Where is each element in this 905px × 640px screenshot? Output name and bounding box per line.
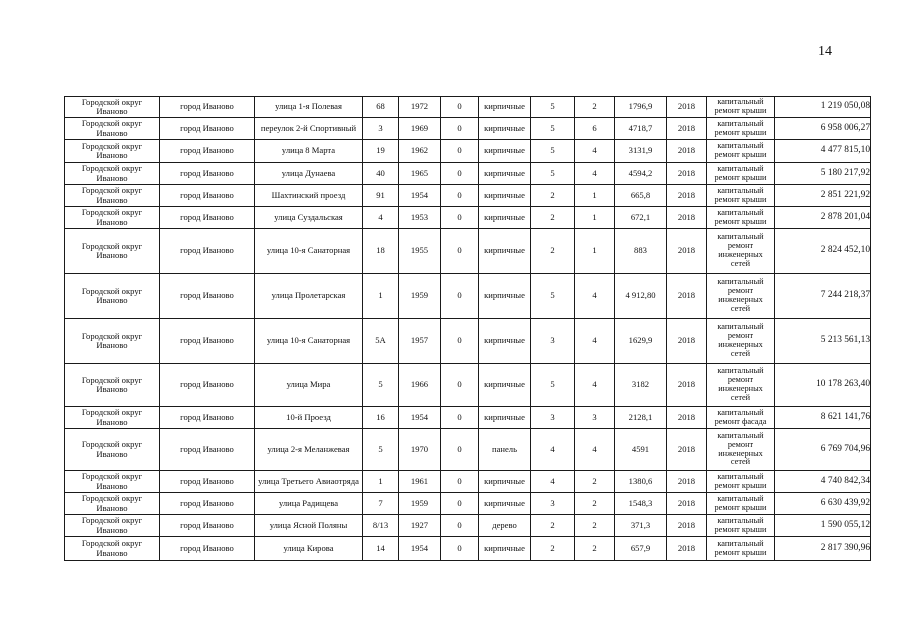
city-cell: город Иваново bbox=[160, 140, 255, 163]
flag-cell: 0 bbox=[441, 407, 479, 429]
street-cell: улица Дунаева bbox=[255, 163, 363, 185]
entrances-cell: 6 bbox=[575, 118, 615, 140]
build-year-cell: 1959 bbox=[399, 493, 441, 515]
build-year-cell: 1959 bbox=[399, 274, 441, 319]
city-cell: город Иваново bbox=[160, 471, 255, 493]
district-cell: Городской округ Иваново bbox=[65, 229, 160, 274]
cost-cell: 5 180 217,92 bbox=[775, 163, 871, 185]
street-cell: улица Суздальская bbox=[255, 207, 363, 229]
build-year-cell: 1953 bbox=[399, 207, 441, 229]
floors-cell: 5 bbox=[531, 140, 575, 163]
area-cell: 1548,3 bbox=[615, 493, 667, 515]
build-year-cell: 1961 bbox=[399, 471, 441, 493]
wall-material-cell: кирпичные bbox=[479, 319, 531, 364]
city-cell: город Иваново bbox=[160, 207, 255, 229]
plan-year-cell: 2018 bbox=[667, 118, 707, 140]
district-cell: Городской округ Иваново bbox=[65, 407, 160, 429]
entrances-cell: 4 bbox=[575, 364, 615, 407]
flag-cell: 0 bbox=[441, 493, 479, 515]
wall-material-cell: кирпичные bbox=[479, 140, 531, 163]
plan-year-cell: 2018 bbox=[667, 207, 707, 229]
wall-material-cell: кирпичные bbox=[479, 407, 531, 429]
wall-material-cell: кирпичные bbox=[479, 163, 531, 185]
city-cell: город Иваново bbox=[160, 319, 255, 364]
wall-material-cell: кирпичные bbox=[479, 229, 531, 274]
entrances-cell: 2 bbox=[575, 537, 615, 561]
work-type-cell: капитальный ремонт крыши bbox=[707, 140, 775, 163]
city-cell: город Иваново bbox=[160, 364, 255, 407]
district-cell: Городской округ Иваново bbox=[65, 97, 160, 118]
plan-year-cell: 2018 bbox=[667, 97, 707, 118]
work-type-cell: капитальный ремонт инженерных сетей bbox=[707, 229, 775, 274]
wall-material-cell: панель bbox=[479, 429, 531, 471]
flag-cell: 0 bbox=[441, 140, 479, 163]
entrances-cell: 4 bbox=[575, 140, 615, 163]
flag-cell: 0 bbox=[441, 163, 479, 185]
table-row bbox=[65, 319, 871, 364]
house-number-cell: 5А bbox=[363, 319, 399, 364]
house-number-cell: 19 bbox=[363, 140, 399, 163]
district-cell: Городской округ Иваново bbox=[65, 207, 160, 229]
work-type-cell: капитальный ремонт фасада bbox=[707, 407, 775, 429]
plan-year-cell: 2018 bbox=[667, 471, 707, 493]
entrances-cell: 1 bbox=[575, 207, 615, 229]
table-row bbox=[65, 364, 871, 407]
work-type-cell: капитальный ремонт крыши bbox=[707, 207, 775, 229]
wall-material-cell: кирпичные bbox=[479, 364, 531, 407]
area-cell: 4594,2 bbox=[615, 163, 667, 185]
area-cell: 1380,6 bbox=[615, 471, 667, 493]
district-cell: Городской округ Иваново bbox=[65, 429, 160, 471]
street-cell: переулок 2-й Спортивный bbox=[255, 118, 363, 140]
cost-cell: 6 630 439,92 bbox=[775, 493, 871, 515]
work-type-cell: капитальный ремонт инженерных сетей bbox=[707, 274, 775, 319]
entrances-cell: 1 bbox=[575, 229, 615, 274]
plan-year-cell: 2018 bbox=[667, 429, 707, 471]
cost-cell: 2 824 452,10 bbox=[775, 229, 871, 274]
table-row bbox=[65, 407, 871, 429]
street-cell: улица Радищева bbox=[255, 493, 363, 515]
floors-cell: 5 bbox=[531, 163, 575, 185]
plan-year-cell: 2018 bbox=[667, 364, 707, 407]
table-row bbox=[65, 471, 871, 493]
street-cell: 10-й Проезд bbox=[255, 407, 363, 429]
build-year-cell: 1969 bbox=[399, 118, 441, 140]
area-cell: 1796,9 bbox=[615, 97, 667, 118]
floors-cell: 5 bbox=[531, 364, 575, 407]
build-year-cell: 1954 bbox=[399, 185, 441, 207]
house-number-cell: 14 bbox=[363, 537, 399, 561]
table-row bbox=[65, 118, 871, 140]
cost-cell: 4 740 842,34 bbox=[775, 471, 871, 493]
cost-cell: 2 817 390,96 bbox=[775, 537, 871, 561]
cost-cell: 6 958 006,27 bbox=[775, 118, 871, 140]
entrances-cell: 4 bbox=[575, 429, 615, 471]
entrances-cell: 2 bbox=[575, 493, 615, 515]
work-type-cell: капитальный ремонт крыши bbox=[707, 97, 775, 118]
floors-cell: 5 bbox=[531, 118, 575, 140]
street-cell: улица 1-я Полевая bbox=[255, 97, 363, 118]
city-cell: город Иваново bbox=[160, 118, 255, 140]
city-cell: город Иваново bbox=[160, 163, 255, 185]
cost-cell: 8 621 141,76 bbox=[775, 407, 871, 429]
house-number-cell: 7 bbox=[363, 493, 399, 515]
area-cell: 4 912,80 bbox=[615, 274, 667, 319]
work-type-cell: капитальный ремонт инженерных сетей bbox=[707, 319, 775, 364]
floors-cell: 3 bbox=[531, 493, 575, 515]
city-cell: город Иваново bbox=[160, 274, 255, 319]
build-year-cell: 1954 bbox=[399, 537, 441, 561]
work-type-cell: капитальный ремонт крыши bbox=[707, 537, 775, 561]
entrances-cell: 4 bbox=[575, 274, 615, 319]
table-row bbox=[65, 163, 871, 185]
city-cell: город Иваново bbox=[160, 515, 255, 537]
page-number: 14 bbox=[818, 44, 832, 59]
flag-cell: 0 bbox=[441, 118, 479, 140]
area-cell: 672,1 bbox=[615, 207, 667, 229]
city-cell: город Иваново bbox=[160, 407, 255, 429]
work-type-cell: капитальный ремонт крыши bbox=[707, 185, 775, 207]
district-cell: Городской округ Иваново bbox=[65, 118, 160, 140]
entrances-cell: 2 bbox=[575, 97, 615, 118]
flag-cell: 0 bbox=[441, 471, 479, 493]
work-type-cell: капитальный ремонт крыши bbox=[707, 163, 775, 185]
district-cell: Городской округ Иваново bbox=[65, 185, 160, 207]
build-year-cell: 1927 bbox=[399, 515, 441, 537]
house-number-cell: 91 bbox=[363, 185, 399, 207]
plan-year-cell: 2018 bbox=[667, 163, 707, 185]
cost-cell: 10 178 263,40 bbox=[775, 364, 871, 407]
wall-material-cell: кирпичные bbox=[479, 97, 531, 118]
floors-cell: 2 bbox=[531, 185, 575, 207]
table-row bbox=[65, 537, 871, 561]
street-cell: улица Кирова bbox=[255, 537, 363, 561]
street-cell: улица Пролетарская bbox=[255, 274, 363, 319]
flag-cell: 0 bbox=[441, 97, 479, 118]
flag-cell: 0 bbox=[441, 429, 479, 471]
city-cell: город Иваново bbox=[160, 229, 255, 274]
house-number-cell: 3 bbox=[363, 118, 399, 140]
build-year-cell: 1954 bbox=[399, 407, 441, 429]
area-cell: 3131,9 bbox=[615, 140, 667, 163]
table-row bbox=[65, 429, 871, 471]
table-row bbox=[65, 493, 871, 515]
cost-cell: 5 213 561,13 bbox=[775, 319, 871, 364]
entrances-cell: 4 bbox=[575, 163, 615, 185]
house-number-cell: 1 bbox=[363, 471, 399, 493]
city-cell: город Иваново bbox=[160, 97, 255, 118]
street-cell: улица Ясной Поляны bbox=[255, 515, 363, 537]
house-number-cell: 1 bbox=[363, 274, 399, 319]
district-cell: Городской округ Иваново bbox=[65, 537, 160, 561]
area-cell: 371,3 bbox=[615, 515, 667, 537]
work-type-cell: капитальный ремонт инженерных сетей bbox=[707, 429, 775, 471]
flag-cell: 0 bbox=[441, 185, 479, 207]
district-cell: Городской округ Иваново bbox=[65, 274, 160, 319]
street-cell: улица 8 Марта bbox=[255, 140, 363, 163]
floors-cell: 5 bbox=[531, 97, 575, 118]
table-row bbox=[65, 140, 871, 163]
build-year-cell: 1962 bbox=[399, 140, 441, 163]
area-cell: 4718,7 bbox=[615, 118, 667, 140]
entrances-cell: 3 bbox=[575, 407, 615, 429]
street-cell: улица Мира bbox=[255, 364, 363, 407]
district-cell: Городской округ Иваново bbox=[65, 364, 160, 407]
entrances-cell: 4 bbox=[575, 319, 615, 364]
build-year-cell: 1957 bbox=[399, 319, 441, 364]
cost-cell: 2 851 221,92 bbox=[775, 185, 871, 207]
area-cell: 2128,1 bbox=[615, 407, 667, 429]
plan-year-cell: 2018 bbox=[667, 185, 707, 207]
plan-year-cell: 2018 bbox=[667, 319, 707, 364]
district-cell: Городской округ Иваново bbox=[65, 515, 160, 537]
flag-cell: 0 bbox=[441, 319, 479, 364]
flag-cell: 0 bbox=[441, 274, 479, 319]
house-number-cell: 8/13 bbox=[363, 515, 399, 537]
plan-year-cell: 2018 bbox=[667, 515, 707, 537]
table-row bbox=[65, 185, 871, 207]
flag-cell: 0 bbox=[441, 537, 479, 561]
house-number-cell: 4 bbox=[363, 207, 399, 229]
floors-cell: 2 bbox=[531, 229, 575, 274]
district-cell: Городской округ Иваново bbox=[65, 140, 160, 163]
wall-material-cell: дерево bbox=[479, 515, 531, 537]
street-cell: улица 10-я Санаторная bbox=[255, 319, 363, 364]
build-year-cell: 1965 bbox=[399, 163, 441, 185]
floors-cell: 2 bbox=[531, 207, 575, 229]
cost-cell: 4 477 815,10 bbox=[775, 140, 871, 163]
table-row bbox=[65, 274, 871, 319]
street-cell: улица Третьего Авиаотряда bbox=[255, 471, 363, 493]
flag-cell: 0 bbox=[441, 229, 479, 274]
area-cell: 1629,9 bbox=[615, 319, 667, 364]
build-year-cell: 1955 bbox=[399, 229, 441, 274]
wall-material-cell: кирпичные bbox=[479, 185, 531, 207]
house-number-cell: 5 bbox=[363, 364, 399, 407]
table-row bbox=[65, 515, 871, 537]
house-number-cell: 16 bbox=[363, 407, 399, 429]
flag-cell: 0 bbox=[441, 364, 479, 407]
plan-year-cell: 2018 bbox=[667, 407, 707, 429]
house-number-cell: 18 bbox=[363, 229, 399, 274]
table-row bbox=[65, 207, 871, 229]
work-type-cell: капитальный ремонт крыши bbox=[707, 515, 775, 537]
district-cell: Городской округ Иваново bbox=[65, 471, 160, 493]
area-cell: 3182 bbox=[615, 364, 667, 407]
work-type-cell: капитальный ремонт крыши bbox=[707, 118, 775, 140]
plan-year-cell: 2018 bbox=[667, 274, 707, 319]
work-type-cell: капитальный ремонт крыши bbox=[707, 493, 775, 515]
work-type-cell: капитальный ремонт крыши bbox=[707, 471, 775, 493]
flag-cell: 0 bbox=[441, 207, 479, 229]
plan-year-cell: 2018 bbox=[667, 140, 707, 163]
plan-year-cell: 2018 bbox=[667, 493, 707, 515]
wall-material-cell: кирпичные bbox=[479, 493, 531, 515]
floors-cell: 3 bbox=[531, 319, 575, 364]
entrances-cell: 2 bbox=[575, 515, 615, 537]
table-body bbox=[65, 97, 871, 561]
city-cell: город Иваново bbox=[160, 493, 255, 515]
wall-material-cell: кирпичные bbox=[479, 274, 531, 319]
flag-cell: 0 bbox=[441, 515, 479, 537]
entrances-cell: 1 bbox=[575, 185, 615, 207]
floors-cell: 4 bbox=[531, 429, 575, 471]
floors-cell: 4 bbox=[531, 471, 575, 493]
area-cell: 883 bbox=[615, 229, 667, 274]
cost-cell: 1 219 050,08 bbox=[775, 97, 871, 118]
table-row bbox=[65, 229, 871, 274]
area-cell: 665,8 bbox=[615, 185, 667, 207]
house-number-cell: 68 bbox=[363, 97, 399, 118]
plan-year-cell: 2018 bbox=[667, 537, 707, 561]
district-cell: Городской округ Иваново bbox=[65, 319, 160, 364]
floors-cell: 2 bbox=[531, 515, 575, 537]
table-row bbox=[65, 97, 871, 118]
street-cell: улица 2-я Меланжевая bbox=[255, 429, 363, 471]
build-year-cell: 1970 bbox=[399, 429, 441, 471]
cost-cell: 2 878 201,04 bbox=[775, 207, 871, 229]
floors-cell: 5 bbox=[531, 274, 575, 319]
street-cell: улица 10-я Санаторная bbox=[255, 229, 363, 274]
street-cell: Шахтинский проезд bbox=[255, 185, 363, 207]
wall-material-cell: кирпичные bbox=[479, 207, 531, 229]
house-number-cell: 5 bbox=[363, 429, 399, 471]
wall-material-cell: кирпичные bbox=[479, 537, 531, 561]
area-cell: 4591 bbox=[615, 429, 667, 471]
district-cell: Городской округ Иваново bbox=[65, 163, 160, 185]
build-year-cell: 1966 bbox=[399, 364, 441, 407]
district-cell: Городской округ Иваново bbox=[65, 493, 160, 515]
build-year-cell: 1972 bbox=[399, 97, 441, 118]
wall-material-cell: кирпичные bbox=[479, 471, 531, 493]
cost-cell: 1 590 055,12 bbox=[775, 515, 871, 537]
floors-cell: 2 bbox=[531, 537, 575, 561]
entrances-cell: 2 bbox=[575, 471, 615, 493]
area-cell: 657,9 bbox=[615, 537, 667, 561]
cost-cell: 7 244 218,37 bbox=[775, 274, 871, 319]
floors-cell: 3 bbox=[531, 407, 575, 429]
city-cell: город Иваново bbox=[160, 185, 255, 207]
city-cell: город Иваново bbox=[160, 429, 255, 471]
city-cell: город Иваново bbox=[160, 537, 255, 561]
house-number-cell: 40 bbox=[363, 163, 399, 185]
cost-cell: 6 769 704,96 bbox=[775, 429, 871, 471]
work-type-cell: капитальный ремонт инженерных сетей bbox=[707, 364, 775, 407]
housing-repair-table bbox=[64, 96, 871, 561]
wall-material-cell: кирпичные bbox=[479, 118, 531, 140]
plan-year-cell: 2018 bbox=[667, 229, 707, 274]
